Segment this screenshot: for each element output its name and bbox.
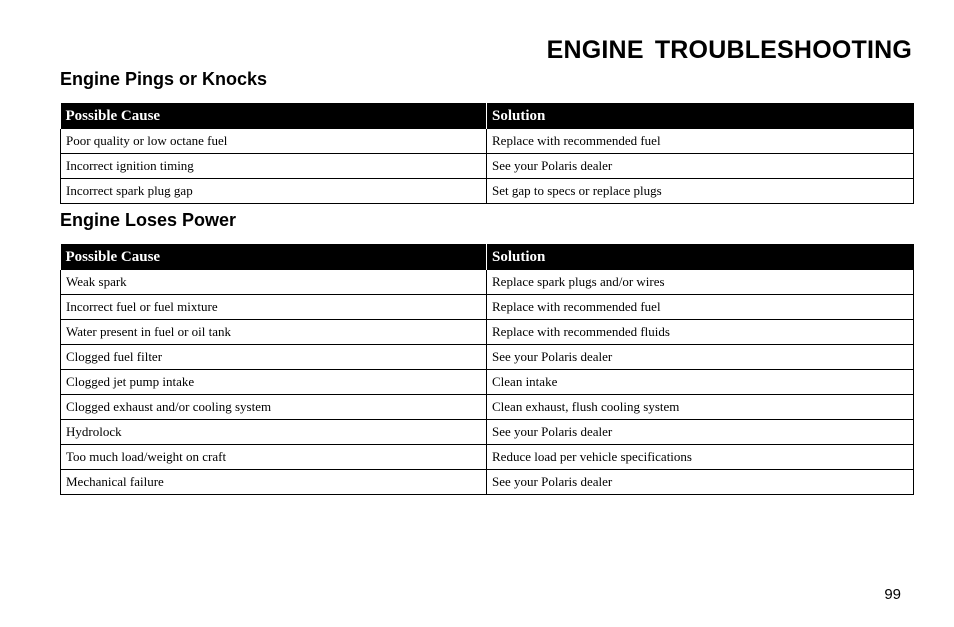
table-row xyxy=(61,445,914,470)
section-heading-pings: Engine Pings or Knocks xyxy=(60,69,268,89)
table-row xyxy=(61,320,914,345)
table-row xyxy=(61,270,914,295)
cause-cell: Weak spark xyxy=(61,270,487,295)
table-row xyxy=(61,370,914,395)
solution-cell: Set gap to specs or replace plugs xyxy=(487,179,914,204)
page-title: ENGINE TROUBLESHOOTING xyxy=(546,36,912,64)
table-row xyxy=(61,129,914,154)
cause-cell: Poor quality or low octane fuel xyxy=(61,129,487,154)
solution-cell: Replace spark plugs and/or wires xyxy=(487,270,914,295)
table-row xyxy=(61,179,914,204)
page-number: 99 xyxy=(884,586,901,603)
cause-cell: Hydrolock xyxy=(61,420,487,445)
column-header-solution: Solution xyxy=(487,103,914,129)
table-row xyxy=(61,470,914,495)
table-row xyxy=(61,345,914,370)
table-row xyxy=(61,154,914,179)
table-header-row xyxy=(61,103,914,129)
solution-cell: See your Polaris dealer xyxy=(487,154,914,179)
table-row xyxy=(61,395,914,420)
cause-cell: Too much load/weight on craft xyxy=(61,445,487,470)
cause-cell: Incorrect spark plug gap xyxy=(61,179,487,204)
solution-cell: Clean exhaust, flush cooling system xyxy=(487,395,914,420)
cause-cell: Clogged fuel filter xyxy=(61,345,487,370)
cause-cell: Incorrect fuel or fuel mixture xyxy=(61,295,487,320)
solution-cell: Replace with recommended fuel xyxy=(487,129,914,154)
solution-cell: Replace with recommended fuel xyxy=(487,295,914,320)
cause-cell: Mechanical failure xyxy=(61,470,487,495)
column-header-cause: Possible Cause xyxy=(61,103,487,129)
cause-cell: Water present in fuel or oil tank xyxy=(61,320,487,345)
solution-cell: Replace with recommended fluids xyxy=(487,320,914,345)
power-table xyxy=(60,244,914,495)
solution-cell: See your Polaris dealer xyxy=(487,345,914,370)
cause-cell: Clogged jet pump intake xyxy=(61,370,487,395)
column-header-solution: Solution xyxy=(487,244,914,270)
solution-cell: See your Polaris dealer xyxy=(487,470,914,495)
section-heading-power: Engine Loses Power xyxy=(60,210,237,230)
table-header-row xyxy=(61,244,914,270)
solution-cell: Clean intake xyxy=(487,370,914,395)
table-row xyxy=(61,295,914,320)
pings-table xyxy=(60,103,914,204)
cause-cell: Clogged exhaust and/or cooling system xyxy=(61,395,487,420)
cause-cell: Incorrect ignition timing xyxy=(61,154,487,179)
solution-cell: Reduce load per vehicle specifications xyxy=(487,445,914,470)
solution-cell: See your Polaris dealer xyxy=(487,420,914,445)
table-row xyxy=(61,420,914,445)
column-header-cause: Possible Cause xyxy=(61,244,487,270)
